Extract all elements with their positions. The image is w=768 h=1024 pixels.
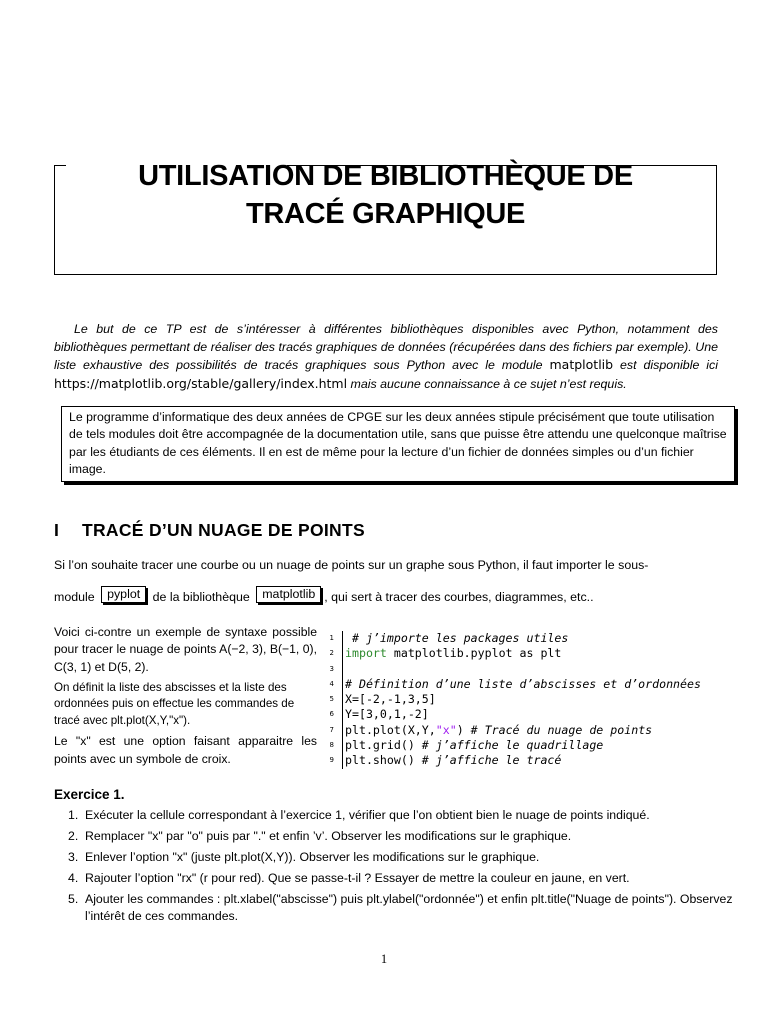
exercise-item-text: Exécuter la cellule correspondant à l’exercice 1, vérifier que l’on obtient bien le nuage de points indiqué.	[85, 808, 650, 822]
line-number: 4	[329, 679, 334, 688]
paragraph-import: Si l’on souhaite tracer une courbe ou un nuage de points sur un graphe sous Python, il faut importer le sous-	[54, 558, 649, 572]
code-line	[322, 723, 752, 738]
intro-paragraph	[54, 321, 718, 393]
section-title: TRACÉ D’UN NUAGE DE POINTS	[82, 520, 365, 540]
explanation-paragraph-1: Voici ci-contre un exemple de syntaxe possible pour tracer le nuage de points A(−2, 3), B(−1, 0), C(3, 1) et D(5, 2).	[54, 625, 317, 674]
code-line	[322, 662, 752, 677]
exercise-item-text: Remplacer "x" par "o" puis par "." et enfin ’v’. Observer les modifications sur le graphique.	[85, 829, 572, 843]
intro-text-3: mais aucune connaissance à ce sujet n’est requis.	[347, 376, 627, 391]
exercise-item	[68, 807, 748, 824]
title-frame	[54, 160, 717, 275]
code-comment: # Définition d’une liste d’abscisses et d’ordonnées	[345, 676, 701, 691]
code-text: Y=[3,0,1,-2]	[345, 707, 429, 722]
pyplot-label-box: pyplot	[101, 586, 146, 603]
code-line	[322, 631, 752, 646]
section-number: I	[54, 520, 60, 540]
exercise-item	[68, 870, 748, 887]
code-comment: # j’affiche le quadrillage	[414, 738, 604, 753]
line-number: 8	[329, 741, 334, 750]
code-line	[322, 646, 752, 661]
paragraph-module-text-1: module	[54, 590, 95, 604]
program-note-box	[61, 406, 735, 482]
code-comment: # j’importe les packages utiles	[345, 631, 569, 645]
line-number: 1	[329, 634, 334, 642]
code-keyword: import	[345, 646, 387, 661]
line-number: 7	[329, 725, 334, 734]
line-number: 5	[329, 695, 334, 704]
code-comment: # Tracé du nuage de points	[463, 722, 653, 737]
matplotlib-gallery-link[interactable]: https://matplotlib.org/stable/gallery/index.html	[54, 375, 348, 391]
code-text: )	[456, 722, 464, 737]
exercise-item	[68, 849, 748, 866]
document-title	[55, 157, 716, 233]
code-text: X=[-2,-1,3,5]	[345, 692, 436, 707]
exercise-item	[68, 828, 748, 845]
explanation-paragraph-3: Le "x" est une option faisant apparaitre les points avec un symbole de croix.	[54, 734, 317, 766]
exercise-item-number: 2.	[68, 829, 79, 843]
exercise-item-number: 3.	[68, 850, 79, 864]
code-line	[322, 692, 752, 707]
code-line	[322, 738, 752, 753]
code-string: "x"	[435, 722, 457, 737]
code-text: matplotlib.pyplot as plt	[386, 646, 562, 661]
code-line	[322, 707, 752, 722]
exercise-item-text: Ajouter les commandes : plt.xlabel("abscisse") puis plt.ylabel("ordonnée") et enfin plt.title("Nuage de points"). Observez l’intérêt de ces commandes.	[85, 892, 733, 924]
exercise-item-number: 4.	[68, 871, 79, 885]
code-text: plt.grid()	[345, 738, 415, 753]
line-number: 2	[329, 649, 334, 658]
title-line-2: TRACÉ GRAPHIQUE	[245, 198, 526, 230]
intro-text-2: est disponible ici	[613, 358, 719, 373]
explanation-column	[54, 624, 317, 772]
exercise-list	[68, 807, 748, 929]
code-line	[322, 753, 752, 768]
paragraph-module	[54, 586, 734, 606]
paragraph-module-text-2: de la bibliothèque	[152, 590, 250, 604]
exercise-item	[68, 891, 748, 926]
exercise-item-text: Rajouter l’option "rx" (r pour red). Que se passe-t-il ? Essayer de mettre la couleur en jaune, en vert.	[85, 871, 630, 885]
code-listing	[322, 631, 752, 769]
exercise-item-number: 5.	[68, 892, 79, 906]
program-note-text: Le programme d’informatique des deux années de CPGE sur les deux années stipule précisément que toute utilisation de tels modules doit être accompagnée de la documentation utile, sans que puisse être attendu une quelconque maîtrise par les étudiants de ces éléments. Il en est de même pour la lecture d’un fichier de données simples ou d’un fichier image.	[69, 410, 727, 477]
title-line-1: UTILISATION DE BIBLIOTHÈQUE DE	[138, 160, 633, 192]
exercise-title: Exercice 1.	[54, 787, 125, 802]
intro-text-1: Le but de ce TP est de s’intéresser à différentes bibliothèques disponibles avec Python, notamment des bibliothèques permettant de réaliser des tracés graphiques de données (récupérées dans des fichiers par exemple). Une liste exhaustive des possibilités de tracés graphiques sous Python avec le module	[54, 322, 718, 373]
line-number: 6	[329, 710, 334, 719]
section-heading	[54, 520, 365, 541]
code-text: plt.plot(X,Y,	[345, 722, 436, 737]
exercise-item-text: Enlever l’option "x" (juste plt.plot(X,Y)). Observer les modifications sur le graphique.	[85, 850, 540, 864]
exercise-item-number: 1.	[68, 808, 79, 822]
line-number: 3	[329, 664, 334, 673]
page-number: 1	[380, 952, 388, 966]
code-line	[322, 677, 752, 692]
intro-module: matplotlib	[549, 357, 614, 373]
code-text: plt.show()	[345, 753, 415, 768]
matplotlib-label-box: matplotlib	[256, 586, 321, 603]
explanation-paragraph-2: On définit la liste des abscisses et la liste des ordonnées puis on effectue les commandes de tracé avec plt.plot(X,Y,"x").	[54, 680, 295, 727]
code-comment: # j’affiche le tracé	[414, 753, 562, 768]
line-number: 9	[329, 756, 334, 765]
paragraph-module-text-3: , qui sert à tracer des courbes, diagrammes, etc..	[324, 590, 594, 604]
